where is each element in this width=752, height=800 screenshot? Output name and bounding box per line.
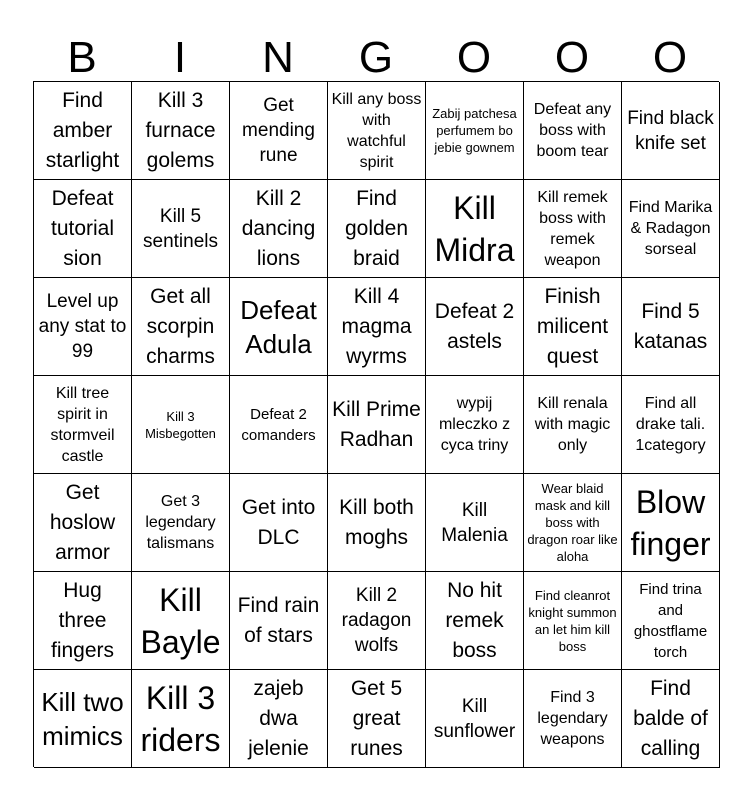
cell-text: Find cleanrot knight summon an let him kill boss — [528, 587, 617, 654]
bingo-cell[interactable] — [426, 474, 524, 572]
cell-text: Wear blaid mask and kill boss with dragon roar like aloha — [527, 481, 618, 564]
cell-text: Find all drake tali. 1category — [635, 395, 706, 454]
cell-text: Find balde of calling — [633, 676, 708, 760]
cell-text: Get into DLC — [241, 495, 316, 549]
cell-text: No hit remek boss — [445, 578, 504, 662]
cell-text: Kill 3 furnace golems — [145, 88, 216, 172]
cell-text: Kill 3 riders — [140, 679, 221, 758]
cell-text: Find amber starlight — [45, 88, 120, 172]
cell-text: Kill remek boss with remek weapon — [537, 188, 608, 269]
cell-text: Defeat tutorial sion — [50, 186, 115, 270]
cell-text: Defeat Adula — [240, 294, 317, 359]
header-letter-b: B — [67, 33, 97, 82]
bingo-cell[interactable] — [34, 474, 132, 572]
cell-text: Defeat 2 comanders — [241, 405, 316, 444]
bingo-cell[interactable] — [426, 376, 524, 474]
bingo-cell[interactable] — [34, 572, 132, 670]
cell-text: Get 5 great runes — [350, 676, 403, 760]
bingo-cell[interactable] — [132, 180, 230, 278]
cell-text: Kill both moghs — [339, 495, 414, 549]
bingo-cell[interactable] — [34, 376, 132, 474]
bingo-cell[interactable] — [622, 278, 720, 376]
bingo-cell[interactable] — [230, 474, 328, 572]
cell-text: Find trina and ghostflame torch — [633, 580, 708, 661]
bingo-cell[interactable] — [230, 572, 328, 670]
cell-text: Kill any boss with watchful spirit — [331, 90, 422, 171]
bingo-cell[interactable] — [622, 180, 720, 278]
bingo-cell[interactable] — [524, 180, 622, 278]
bingo-cell[interactable] — [132, 376, 230, 474]
bingo-cell[interactable] — [132, 670, 230, 768]
cell-text: Get hoslow armor — [49, 480, 116, 564]
bingo-cell[interactable] — [524, 376, 622, 474]
cell-text: Kill two mimics — [41, 686, 124, 751]
bingo-cell[interactable] — [426, 572, 524, 670]
header-letter-g: G — [358, 33, 394, 82]
cell-text: Kill sunflower — [433, 695, 516, 742]
bingo-header — [33, 34, 719, 82]
bingo-cell[interactable] — [328, 474, 426, 572]
bingo-cell[interactable] — [622, 474, 720, 572]
bingo-cell[interactable] — [524, 474, 622, 572]
bingo-cell[interactable] — [328, 82, 426, 180]
cell-text: Find Marika & Radagon sorseal — [628, 199, 713, 258]
bingo-cell[interactable] — [426, 670, 524, 768]
bingo-cell[interactable] — [230, 278, 328, 376]
bingo-cell[interactable] — [524, 82, 622, 180]
cell-text: Level up any stat to 99 — [38, 291, 127, 362]
bingo-cell[interactable] — [34, 82, 132, 180]
bingo-cell[interactable] — [426, 82, 524, 180]
bingo-cell[interactable] — [426, 278, 524, 376]
bingo-cell[interactable] — [230, 376, 328, 474]
cell-text: Find 3 legendary weapons — [537, 689, 608, 748]
cell-text: Get 3 legendary talismans — [145, 493, 216, 552]
bingo-cell[interactable] — [132, 572, 230, 670]
bingo-board — [33, 81, 719, 767]
header-letter-o-3: O — [652, 33, 688, 82]
bingo-cell[interactable] — [132, 474, 230, 572]
cell-text: Kill Prime Radhan — [332, 397, 421, 451]
bingo-cell[interactable] — [328, 376, 426, 474]
cell-text: Get mending rune — [242, 95, 315, 166]
cell-text: Kill Bayle — [140, 581, 221, 660]
bingo-cell[interactable] — [328, 670, 426, 768]
cell-text: Kill Midra — [434, 189, 515, 268]
cell-text: Kill 5 sentinels — [143, 205, 218, 252]
cell-text: Zabij patchesa perfumem bo jebie gownem — [432, 106, 517, 155]
cell-text: Kill 2 dancing lions — [241, 186, 316, 270]
bingo-cell[interactable] — [622, 82, 720, 180]
bingo-cell[interactable] — [328, 278, 426, 376]
cell-text: Defeat any boss with boom tear — [533, 101, 612, 160]
bingo-cell[interactable] — [34, 278, 132, 376]
cell-text: Kill tree spirit in stormveil castle — [50, 384, 115, 465]
bingo-cell[interactable] — [230, 82, 328, 180]
cell-text: Kill 4 magma wyrms — [341, 284, 412, 368]
header-letter-o-2: O — [554, 33, 590, 82]
cell-text: Finish milicent quest — [536, 284, 609, 368]
bingo-cell[interactable] — [524, 572, 622, 670]
bingo-cell[interactable] — [230, 180, 328, 278]
cell-text: Get all scorpin charms — [146, 284, 215, 368]
cell-text: Find rain of stars — [237, 593, 320, 647]
bingo-cell[interactable] — [524, 670, 622, 768]
bingo-cell[interactable] — [622, 572, 720, 670]
cell-text: Defeat 2 astels — [434, 299, 515, 353]
cell-text: zajeb dwa jelenie — [248, 676, 309, 760]
bingo-cell[interactable] — [328, 180, 426, 278]
bingo-cell[interactable] — [622, 670, 720, 768]
cell-text: Find golden braid — [344, 186, 409, 270]
bingo-cell[interactable] — [34, 670, 132, 768]
header-letter-i: I — [173, 33, 187, 82]
cell-text: Find black knife set — [627, 107, 714, 154]
cell-text: Kill renala with magic only — [534, 395, 611, 454]
header-letter-o-1: O — [456, 33, 492, 82]
cell-text: Kill 2 radagon wolfs — [341, 585, 412, 656]
cell-text: Kill 3 Misbegotten — [145, 408, 216, 441]
bingo-cell[interactable] — [328, 572, 426, 670]
cell-text: wypij mleczko z cyca triny — [438, 395, 511, 454]
header-letter-n: N — [262, 33, 294, 82]
bingo-cell[interactable] — [132, 82, 230, 180]
cell-text: Find 5 katanas — [633, 299, 708, 353]
bingo-cell[interactable] — [524, 278, 622, 376]
bingo-cell[interactable] — [230, 670, 328, 768]
cell-text: Hug three fingers — [50, 578, 115, 662]
cell-text: Blow finger — [630, 483, 711, 562]
cell-text: Kill Malenia — [441, 499, 508, 546]
bingo-cell[interactable] — [132, 278, 230, 376]
bingo-cell[interactable] — [34, 180, 132, 278]
bingo-cell[interactable] — [622, 376, 720, 474]
bingo-cell[interactable] — [426, 180, 524, 278]
